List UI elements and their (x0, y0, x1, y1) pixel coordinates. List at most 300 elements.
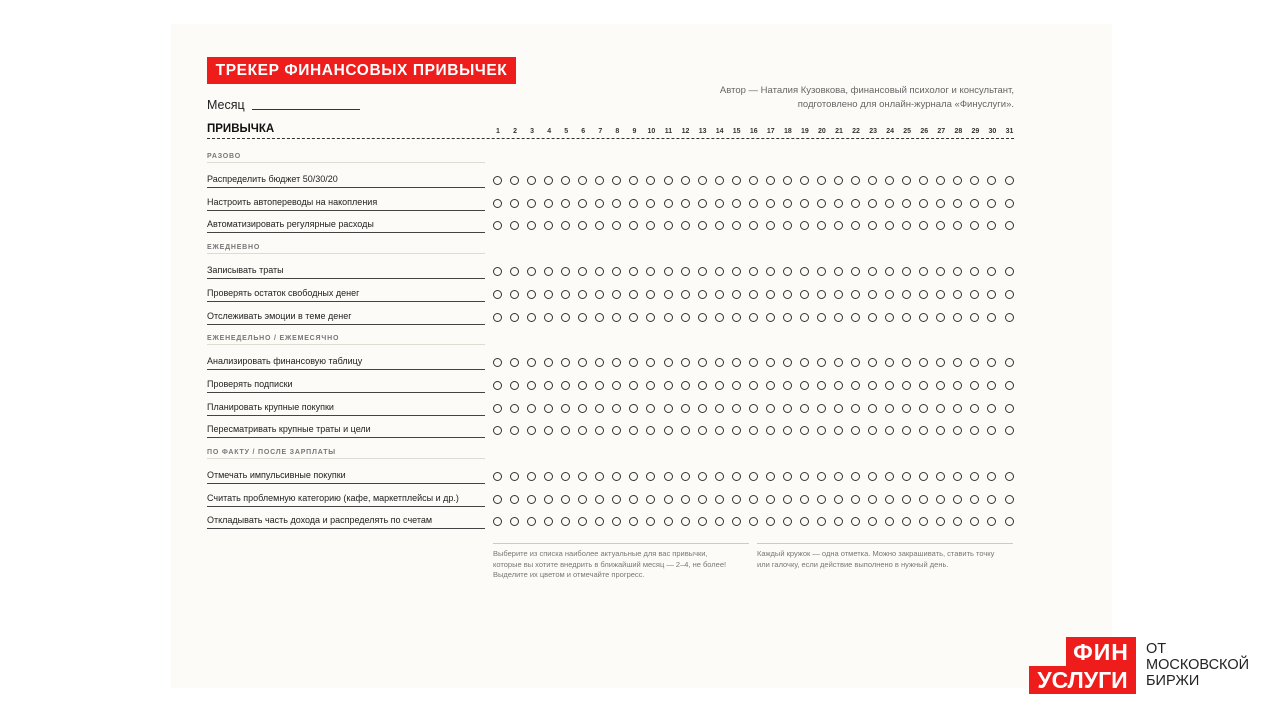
day-checkbox-circle[interactable] (970, 404, 979, 413)
day-checkbox-circle[interactable] (629, 426, 638, 435)
day-checkbox-circle[interactable] (698, 404, 707, 413)
day-checkbox-circle[interactable] (953, 176, 962, 185)
day-checkbox-circle[interactable] (612, 426, 621, 435)
day-checkbox-circle[interactable] (595, 313, 604, 322)
day-checkbox-circle[interactable] (800, 313, 809, 322)
day-checkbox-circle[interactable] (664, 313, 673, 322)
day-checkbox-circle[interactable] (646, 472, 655, 481)
day-checkbox-circle[interactable] (834, 381, 843, 390)
day-checkbox-circle[interactable] (544, 517, 553, 526)
day-checkbox-circle[interactable] (1005, 495, 1014, 504)
day-checkbox-circle[interactable] (970, 290, 979, 299)
day-checkbox-circle[interactable] (817, 313, 826, 322)
day-checkbox-circle[interactable] (578, 221, 587, 230)
day-checkbox-circle[interactable] (936, 404, 945, 413)
day-checkbox-circle[interactable] (851, 221, 860, 230)
day-checkbox-circle[interactable] (749, 267, 758, 276)
day-checkbox-circle[interactable] (919, 290, 928, 299)
day-checkbox-circle[interactable] (544, 313, 553, 322)
day-checkbox-circle[interactable] (885, 472, 894, 481)
day-checkbox-circle[interactable] (885, 381, 894, 390)
day-checkbox-circle[interactable] (664, 517, 673, 526)
day-checkbox-circle[interactable] (936, 176, 945, 185)
day-checkbox-circle[interactable] (851, 290, 860, 299)
day-checkbox-circle[interactable] (595, 358, 604, 367)
day-checkbox-circle[interactable] (783, 381, 792, 390)
day-checkbox-circle[interactable] (885, 313, 894, 322)
day-checkbox-circle[interactable] (783, 472, 792, 481)
day-checkbox-circle[interactable] (817, 472, 826, 481)
day-checkbox-circle[interactable] (868, 426, 877, 435)
day-checkbox-circle[interactable] (612, 495, 621, 504)
day-checkbox-circle[interactable] (1005, 199, 1014, 208)
day-checkbox-circle[interactable] (800, 290, 809, 299)
day-checkbox-circle[interactable] (919, 176, 928, 185)
day-checkbox-circle[interactable] (732, 221, 741, 230)
day-checkbox-circle[interactable] (595, 381, 604, 390)
day-checkbox-circle[interactable] (732, 358, 741, 367)
day-checkbox-circle[interactable] (868, 358, 877, 367)
day-checkbox-circle[interactable] (715, 176, 724, 185)
day-checkbox-circle[interactable] (493, 404, 502, 413)
day-checkbox-circle[interactable] (715, 199, 724, 208)
day-checkbox-circle[interactable] (527, 381, 536, 390)
day-checkbox-circle[interactable] (766, 381, 775, 390)
day-checkbox-circle[interactable] (595, 404, 604, 413)
day-checkbox-circle[interactable] (510, 358, 519, 367)
day-checkbox-circle[interactable] (664, 404, 673, 413)
day-checkbox-circle[interactable] (646, 381, 655, 390)
day-checkbox-circle[interactable] (970, 221, 979, 230)
day-checkbox-circle[interactable] (493, 221, 502, 230)
day-checkbox-circle[interactable] (629, 517, 638, 526)
day-checkbox-circle[interactable] (987, 472, 996, 481)
day-checkbox-circle[interactable] (561, 426, 570, 435)
day-checkbox-circle[interactable] (936, 517, 945, 526)
day-checkbox-circle[interactable] (715, 426, 724, 435)
day-checkbox-circle[interactable] (766, 313, 775, 322)
day-checkbox-circle[interactable] (612, 404, 621, 413)
day-checkbox-circle[interactable] (919, 381, 928, 390)
day-checkbox-circle[interactable] (510, 290, 519, 299)
day-checkbox-circle[interactable] (800, 517, 809, 526)
day-checkbox-circle[interactable] (851, 267, 860, 276)
day-checkbox-circle[interactable] (493, 358, 502, 367)
day-checkbox-circle[interactable] (902, 290, 911, 299)
day-checkbox-circle[interactable] (715, 472, 724, 481)
day-checkbox-circle[interactable] (783, 221, 792, 230)
day-checkbox-circle[interactable] (766, 358, 775, 367)
day-checkbox-circle[interactable] (902, 495, 911, 504)
day-checkbox-circle[interactable] (629, 176, 638, 185)
day-checkbox-circle[interactable] (681, 267, 690, 276)
day-checkbox-circle[interactable] (681, 381, 690, 390)
day-checkbox-circle[interactable] (698, 313, 707, 322)
day-checkbox-circle[interactable] (595, 517, 604, 526)
day-checkbox-circle[interactable] (493, 495, 502, 504)
day-checkbox-circle[interactable] (868, 404, 877, 413)
day-checkbox-circle[interactable] (732, 426, 741, 435)
day-checkbox-circle[interactable] (902, 381, 911, 390)
day-checkbox-circle[interactable] (612, 517, 621, 526)
day-checkbox-circle[interactable] (612, 290, 621, 299)
day-checkbox-circle[interactable] (953, 221, 962, 230)
day-checkbox-circle[interactable] (715, 290, 724, 299)
day-checkbox-circle[interactable] (885, 404, 894, 413)
day-checkbox-circle[interactable] (698, 495, 707, 504)
day-checkbox-circle[interactable] (766, 267, 775, 276)
day-checkbox-circle[interactable] (544, 404, 553, 413)
day-checkbox-circle[interactable] (1005, 426, 1014, 435)
day-checkbox-circle[interactable] (664, 495, 673, 504)
day-checkbox-circle[interactable] (578, 313, 587, 322)
day-checkbox-circle[interactable] (715, 358, 724, 367)
day-checkbox-circle[interactable] (987, 221, 996, 230)
day-checkbox-circle[interactable] (561, 221, 570, 230)
day-checkbox-circle[interactable] (510, 313, 519, 322)
day-checkbox-circle[interactable] (970, 267, 979, 276)
day-checkbox-circle[interactable] (715, 517, 724, 526)
day-checkbox-circle[interactable] (817, 199, 826, 208)
day-checkbox-circle[interactable] (987, 495, 996, 504)
day-checkbox-circle[interactable] (868, 221, 877, 230)
day-checkbox-circle[interactable] (749, 221, 758, 230)
day-checkbox-circle[interactable] (664, 358, 673, 367)
day-checkbox-circle[interactable] (646, 426, 655, 435)
day-checkbox-circle[interactable] (629, 199, 638, 208)
day-checkbox-circle[interactable] (766, 404, 775, 413)
day-checkbox-circle[interactable] (817, 495, 826, 504)
day-checkbox-circle[interactable] (800, 495, 809, 504)
day-checkbox-circle[interactable] (783, 517, 792, 526)
day-checkbox-circle[interactable] (698, 221, 707, 230)
day-checkbox-circle[interactable] (544, 221, 553, 230)
day-checkbox-circle[interactable] (885, 290, 894, 299)
day-checkbox-circle[interactable] (749, 176, 758, 185)
day-checkbox-circle[interactable] (561, 472, 570, 481)
day-checkbox-circle[interactable] (936, 381, 945, 390)
day-checkbox-circle[interactable] (544, 358, 553, 367)
day-checkbox-circle[interactable] (681, 290, 690, 299)
day-checkbox-circle[interactable] (664, 426, 673, 435)
day-checkbox-circle[interactable] (868, 517, 877, 526)
day-checkbox-circle[interactable] (732, 199, 741, 208)
day-checkbox-circle[interactable] (766, 176, 775, 185)
day-checkbox-circle[interactable] (595, 267, 604, 276)
day-checkbox-circle[interactable] (629, 221, 638, 230)
day-checkbox-circle[interactable] (919, 358, 928, 367)
day-checkbox-circle[interactable] (681, 221, 690, 230)
day-checkbox-circle[interactable] (749, 517, 758, 526)
day-checkbox-circle[interactable] (902, 358, 911, 367)
day-checkbox-circle[interactable] (800, 176, 809, 185)
day-checkbox-circle[interactable] (664, 176, 673, 185)
day-checkbox-circle[interactable] (783, 176, 792, 185)
day-checkbox-circle[interactable] (646, 290, 655, 299)
day-checkbox-circle[interactable] (493, 176, 502, 185)
day-checkbox-circle[interactable] (919, 517, 928, 526)
day-checkbox-circle[interactable] (544, 176, 553, 185)
day-checkbox-circle[interactable] (578, 176, 587, 185)
day-checkbox-circle[interactable] (493, 290, 502, 299)
day-checkbox-circle[interactable] (868, 290, 877, 299)
day-checkbox-circle[interactable] (817, 358, 826, 367)
day-checkbox-circle[interactable] (885, 267, 894, 276)
day-checkbox-circle[interactable] (749, 381, 758, 390)
day-checkbox-circle[interactable] (783, 358, 792, 367)
day-checkbox-circle[interactable] (868, 381, 877, 390)
day-checkbox-circle[interactable] (902, 517, 911, 526)
day-checkbox-circle[interactable] (698, 358, 707, 367)
day-checkbox-circle[interactable] (783, 426, 792, 435)
day-checkbox-circle[interactable] (987, 404, 996, 413)
day-checkbox-circle[interactable] (698, 472, 707, 481)
day-checkbox-circle[interactable] (885, 426, 894, 435)
day-checkbox-circle[interactable] (800, 199, 809, 208)
day-checkbox-circle[interactable] (544, 199, 553, 208)
day-checkbox-circle[interactable] (544, 495, 553, 504)
day-checkbox-circle[interactable] (902, 176, 911, 185)
day-checkbox-circle[interactable] (612, 313, 621, 322)
day-checkbox-circle[interactable] (510, 472, 519, 481)
day-checkbox-circle[interactable] (493, 517, 502, 526)
day-checkbox-circle[interactable] (698, 517, 707, 526)
day-checkbox-circle[interactable] (783, 495, 792, 504)
day-checkbox-circle[interactable] (834, 404, 843, 413)
day-checkbox-circle[interactable] (953, 495, 962, 504)
day-checkbox-circle[interactable] (732, 404, 741, 413)
day-checkbox-circle[interactable] (527, 176, 536, 185)
day-checkbox-circle[interactable] (561, 313, 570, 322)
day-checkbox-circle[interactable] (646, 313, 655, 322)
day-checkbox-circle[interactable] (510, 381, 519, 390)
day-checkbox-circle[interactable] (612, 221, 621, 230)
day-checkbox-circle[interactable] (1005, 358, 1014, 367)
day-checkbox-circle[interactable] (749, 495, 758, 504)
day-checkbox-circle[interactable] (936, 313, 945, 322)
day-checkbox-circle[interactable] (732, 313, 741, 322)
day-checkbox-circle[interactable] (868, 495, 877, 504)
day-checkbox-circle[interactable] (561, 404, 570, 413)
day-checkbox-circle[interactable] (715, 267, 724, 276)
day-checkbox-circle[interactable] (578, 267, 587, 276)
day-checkbox-circle[interactable] (698, 199, 707, 208)
day-checkbox-circle[interactable] (885, 495, 894, 504)
day-checkbox-circle[interactable] (953, 199, 962, 208)
day-checkbox-circle[interactable] (851, 358, 860, 367)
day-checkbox-circle[interactable] (1005, 221, 1014, 230)
day-checkbox-circle[interactable] (766, 290, 775, 299)
day-checkbox-circle[interactable] (732, 267, 741, 276)
day-checkbox-circle[interactable] (987, 381, 996, 390)
day-checkbox-circle[interactable] (578, 472, 587, 481)
day-checkbox-circle[interactable] (493, 267, 502, 276)
day-checkbox-circle[interactable] (987, 176, 996, 185)
day-checkbox-circle[interactable] (629, 404, 638, 413)
day-checkbox-circle[interactable] (970, 472, 979, 481)
day-checkbox-circle[interactable] (544, 290, 553, 299)
day-checkbox-circle[interactable] (612, 381, 621, 390)
day-checkbox-circle[interactable] (902, 426, 911, 435)
day-checkbox-circle[interactable] (510, 517, 519, 526)
day-checkbox-circle[interactable] (612, 176, 621, 185)
day-checkbox-circle[interactable] (936, 426, 945, 435)
day-checkbox-circle[interactable] (595, 495, 604, 504)
day-checkbox-circle[interactable] (868, 176, 877, 185)
day-checkbox-circle[interactable] (783, 290, 792, 299)
day-checkbox-circle[interactable] (612, 267, 621, 276)
day-checkbox-circle[interactable] (664, 472, 673, 481)
day-checkbox-circle[interactable] (953, 404, 962, 413)
day-checkbox-circle[interactable] (681, 495, 690, 504)
day-checkbox-circle[interactable] (851, 381, 860, 390)
day-checkbox-circle[interactable] (715, 381, 724, 390)
day-checkbox-circle[interactable] (544, 472, 553, 481)
day-checkbox-circle[interactable] (629, 313, 638, 322)
day-checkbox-circle[interactable] (527, 221, 536, 230)
day-checkbox-circle[interactable] (612, 199, 621, 208)
day-checkbox-circle[interactable] (817, 517, 826, 526)
day-checkbox-circle[interactable] (970, 358, 979, 367)
day-checkbox-circle[interactable] (902, 404, 911, 413)
day-checkbox-circle[interactable] (664, 290, 673, 299)
day-checkbox-circle[interactable] (783, 199, 792, 208)
day-checkbox-circle[interactable] (817, 267, 826, 276)
day-checkbox-circle[interactable] (749, 199, 758, 208)
day-checkbox-circle[interactable] (953, 517, 962, 526)
day-checkbox-circle[interactable] (817, 221, 826, 230)
day-checkbox-circle[interactable] (715, 404, 724, 413)
day-checkbox-circle[interactable] (868, 199, 877, 208)
day-checkbox-circle[interactable] (834, 358, 843, 367)
day-checkbox-circle[interactable] (561, 290, 570, 299)
day-checkbox-circle[interactable] (919, 221, 928, 230)
day-checkbox-circle[interactable] (595, 290, 604, 299)
day-checkbox-circle[interactable] (1005, 313, 1014, 322)
day-checkbox-circle[interactable] (834, 495, 843, 504)
day-checkbox-circle[interactable] (732, 176, 741, 185)
day-checkbox-circle[interactable] (732, 290, 741, 299)
day-checkbox-circle[interactable] (919, 426, 928, 435)
day-checkbox-circle[interactable] (578, 517, 587, 526)
day-checkbox-circle[interactable] (646, 495, 655, 504)
day-checkbox-circle[interactable] (698, 290, 707, 299)
day-checkbox-circle[interactable] (732, 517, 741, 526)
day-checkbox-circle[interactable] (783, 404, 792, 413)
day-checkbox-circle[interactable] (493, 381, 502, 390)
day-checkbox-circle[interactable] (987, 426, 996, 435)
day-checkbox-circle[interactable] (800, 358, 809, 367)
day-checkbox-circle[interactable] (885, 199, 894, 208)
day-checkbox-circle[interactable] (834, 267, 843, 276)
day-checkbox-circle[interactable] (1005, 381, 1014, 390)
day-checkbox-circle[interactable] (578, 358, 587, 367)
day-checkbox-circle[interactable] (834, 221, 843, 230)
day-checkbox-circle[interactable] (970, 313, 979, 322)
day-checkbox-circle[interactable] (851, 426, 860, 435)
day-checkbox-circle[interactable] (510, 176, 519, 185)
day-checkbox-circle[interactable] (595, 221, 604, 230)
day-checkbox-circle[interactable] (987, 267, 996, 276)
day-checkbox-circle[interactable] (561, 267, 570, 276)
day-checkbox-circle[interactable] (936, 472, 945, 481)
day-checkbox-circle[interactable] (953, 426, 962, 435)
day-checkbox-circle[interactable] (902, 199, 911, 208)
day-checkbox-circle[interactable] (698, 176, 707, 185)
day-checkbox-circle[interactable] (664, 267, 673, 276)
day-checkbox-circle[interactable] (646, 404, 655, 413)
day-checkbox-circle[interactable] (527, 290, 536, 299)
day-checkbox-circle[interactable] (834, 199, 843, 208)
day-checkbox-circle[interactable] (510, 404, 519, 413)
day-checkbox-circle[interactable] (749, 404, 758, 413)
day-checkbox-circle[interactable] (936, 358, 945, 367)
day-checkbox-circle[interactable] (1005, 290, 1014, 299)
day-checkbox-circle[interactable] (595, 426, 604, 435)
day-checkbox-circle[interactable] (936, 267, 945, 276)
day-checkbox-circle[interactable] (851, 313, 860, 322)
day-checkbox-circle[interactable] (715, 313, 724, 322)
month-input-line[interactable] (252, 109, 360, 110)
day-checkbox-circle[interactable] (749, 472, 758, 481)
day-checkbox-circle[interactable] (817, 290, 826, 299)
day-checkbox-circle[interactable] (646, 358, 655, 367)
day-checkbox-circle[interactable] (595, 176, 604, 185)
day-checkbox-circle[interactable] (732, 381, 741, 390)
day-checkbox-circle[interactable] (544, 426, 553, 435)
day-checkbox-circle[interactable] (766, 517, 775, 526)
day-checkbox-circle[interactable] (527, 313, 536, 322)
day-checkbox-circle[interactable] (510, 426, 519, 435)
day-checkbox-circle[interactable] (681, 472, 690, 481)
day-checkbox-circle[interactable] (612, 472, 621, 481)
day-checkbox-circle[interactable] (629, 472, 638, 481)
day-checkbox-circle[interactable] (834, 313, 843, 322)
day-checkbox-circle[interactable] (646, 176, 655, 185)
day-checkbox-circle[interactable] (817, 176, 826, 185)
day-checkbox-circle[interactable] (527, 358, 536, 367)
day-checkbox-circle[interactable] (527, 267, 536, 276)
day-checkbox-circle[interactable] (527, 404, 536, 413)
day-checkbox-circle[interactable] (527, 472, 536, 481)
day-checkbox-circle[interactable] (715, 495, 724, 504)
day-checkbox-circle[interactable] (936, 199, 945, 208)
day-checkbox-circle[interactable] (698, 381, 707, 390)
day-checkbox-circle[interactable] (544, 267, 553, 276)
day-checkbox-circle[interactable] (783, 267, 792, 276)
day-checkbox-circle[interactable] (681, 199, 690, 208)
day-checkbox-circle[interactable] (493, 426, 502, 435)
day-checkbox-circle[interactable] (902, 221, 911, 230)
day-checkbox-circle[interactable] (732, 495, 741, 504)
day-checkbox-circle[interactable] (868, 267, 877, 276)
day-checkbox-circle[interactable] (902, 313, 911, 322)
day-checkbox-circle[interactable] (544, 381, 553, 390)
day-checkbox-circle[interactable] (664, 221, 673, 230)
day-checkbox-circle[interactable] (578, 426, 587, 435)
day-checkbox-circle[interactable] (681, 426, 690, 435)
day-checkbox-circle[interactable] (698, 426, 707, 435)
day-checkbox-circle[interactable] (885, 221, 894, 230)
day-checkbox-circle[interactable] (834, 472, 843, 481)
day-checkbox-circle[interactable] (987, 290, 996, 299)
day-checkbox-circle[interactable] (851, 199, 860, 208)
day-checkbox-circle[interactable] (578, 495, 587, 504)
day-checkbox-circle[interactable] (595, 472, 604, 481)
day-checkbox-circle[interactable] (851, 176, 860, 185)
day-checkbox-circle[interactable] (953, 290, 962, 299)
day-checkbox-circle[interactable] (646, 221, 655, 230)
